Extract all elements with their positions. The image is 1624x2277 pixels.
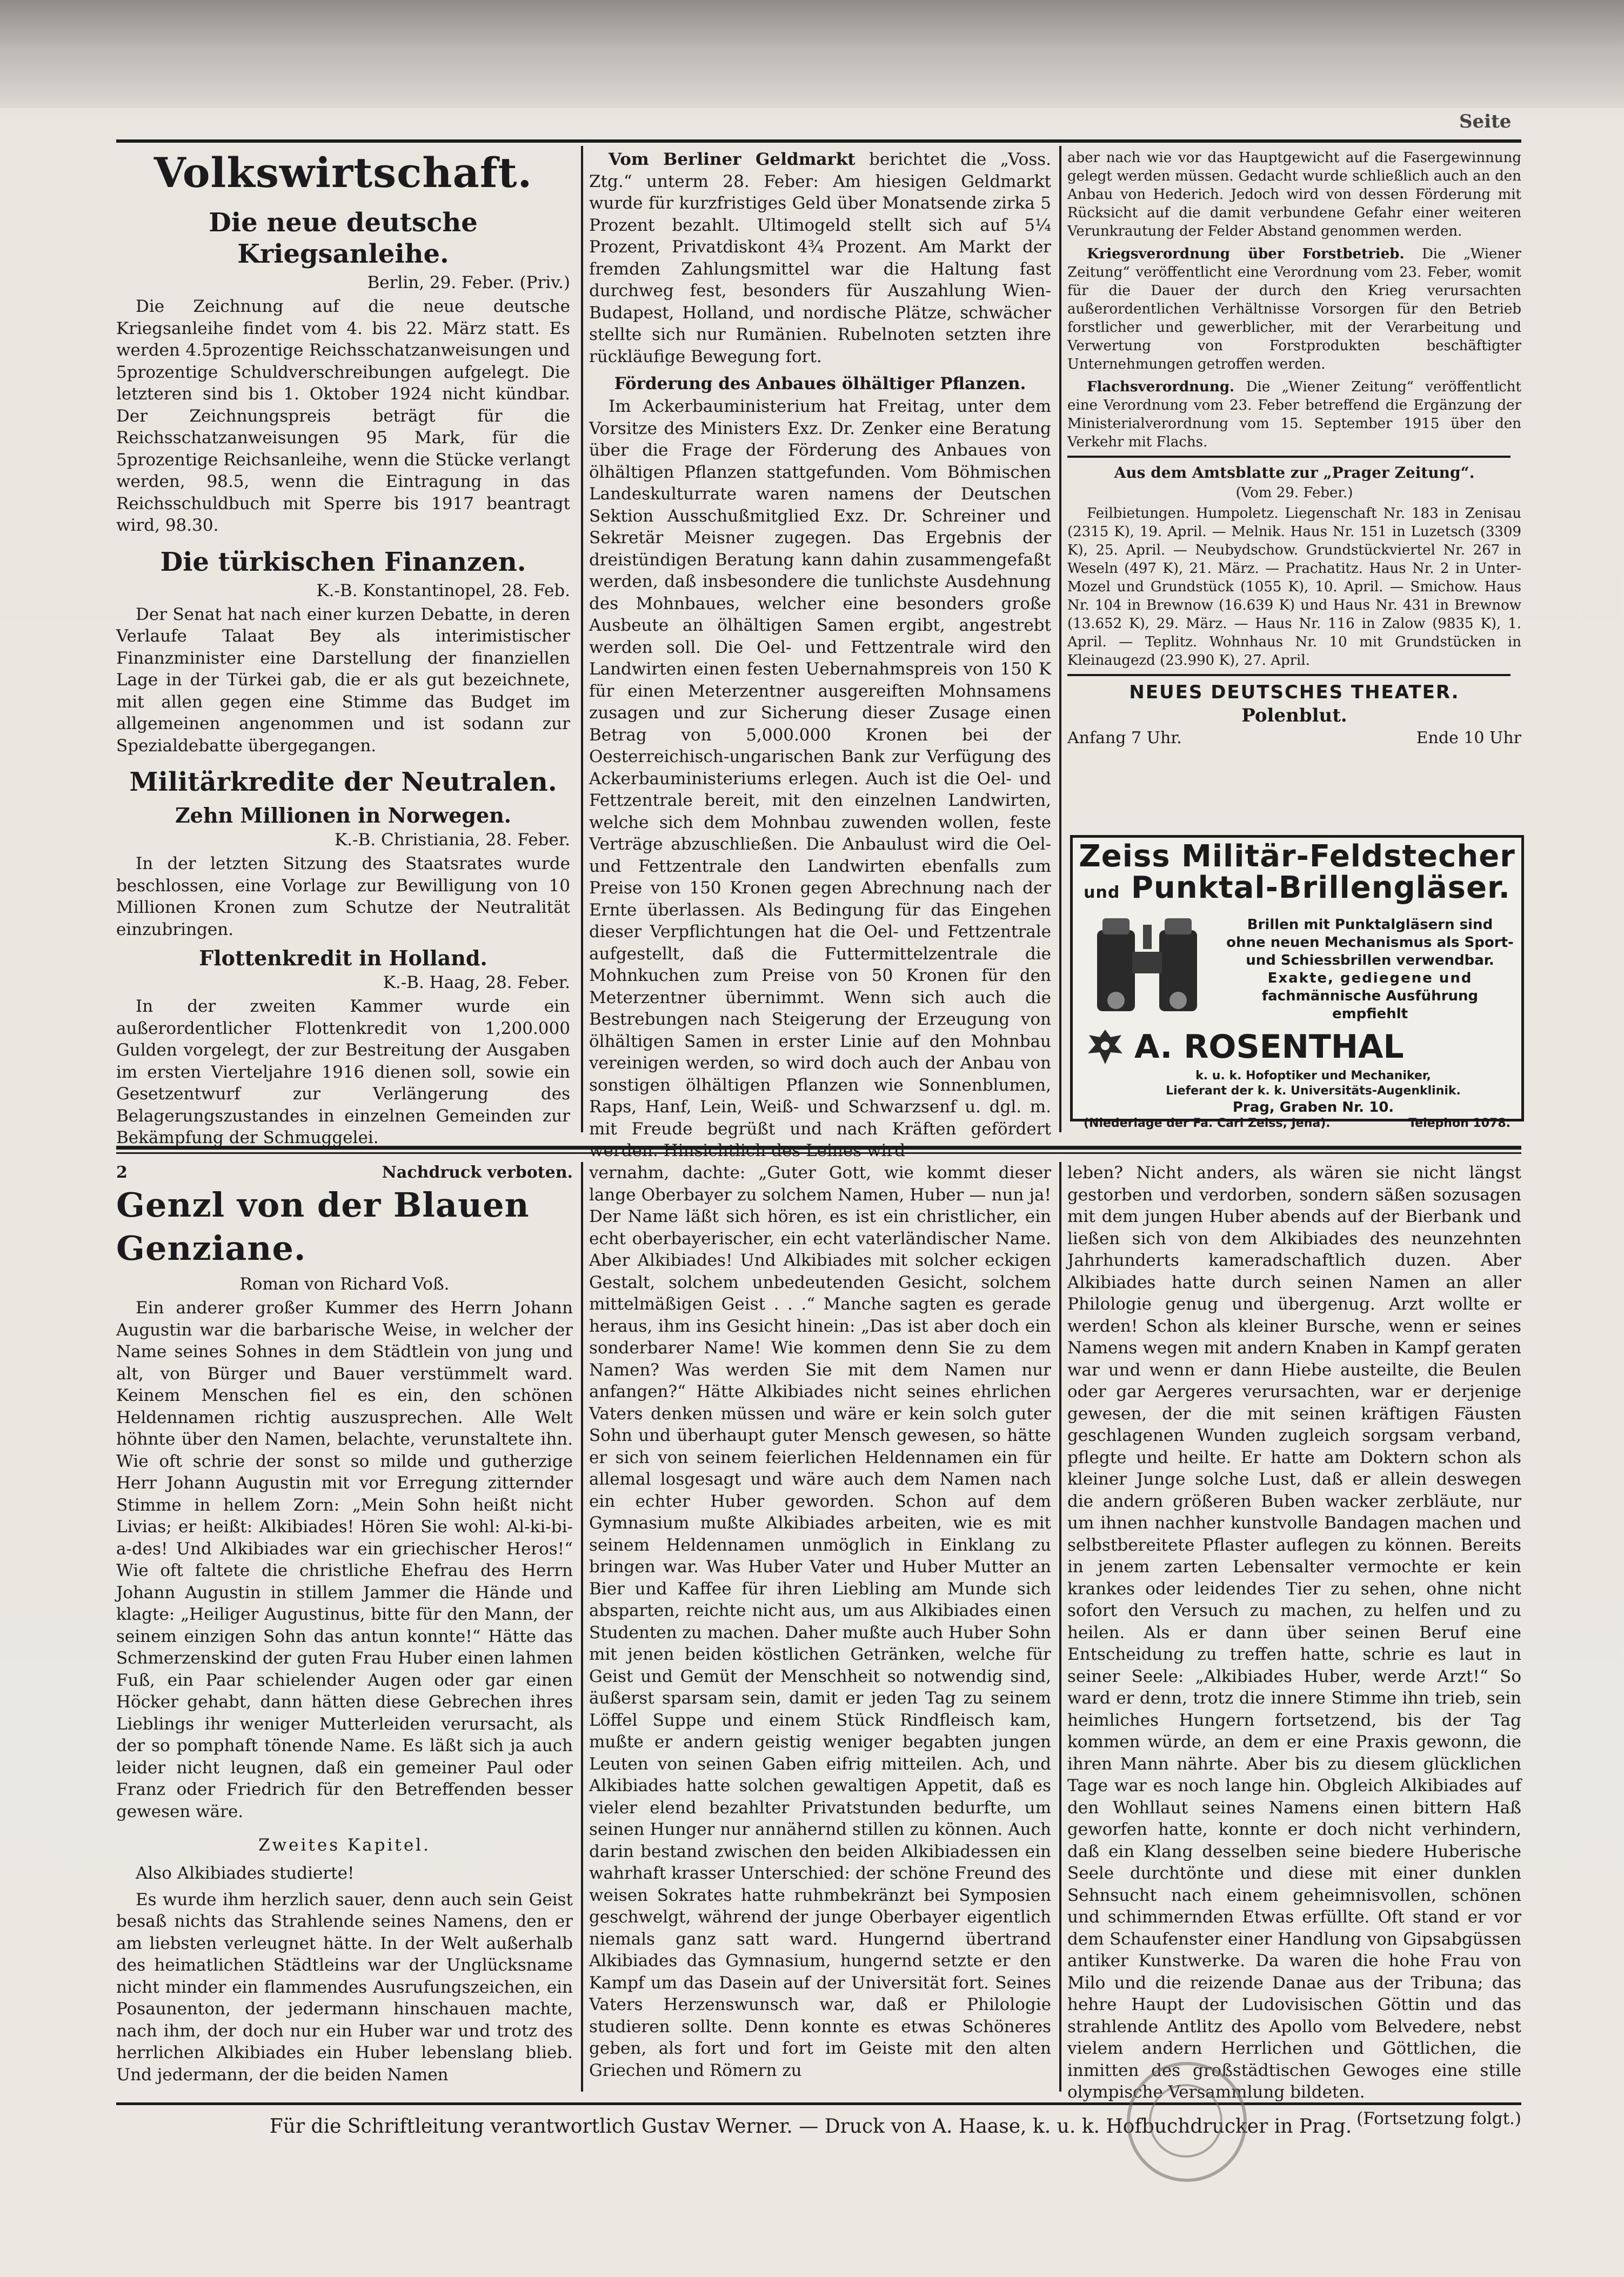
library-stamp-inner <box>1149 2084 1222 2158</box>
dateline-holland: K.-B. Haag, 28. Feber. <box>383 973 570 992</box>
reprint-notice: Nachdruck verboten. <box>382 1163 573 1182</box>
article-text-norway: In der letzten Sitzung des Staatsrates wurde beschlossen, eine Vorlage zur Bewilligung von 10 Millionen Kronen zum Schutze der Neutralität einzubringen. <box>116 854 570 939</box>
forestry-lead: Kriegsverordnung über Forstbetrieb. <box>1087 246 1405 262</box>
novel-text-2: vernahm, dachte: „Guter Gott, wie kommt dieser lange Oberbayer zu solchem Namen, Huber — nun ja! Der Name läßt sich hören, es ist ein christlicher, ein echt oberbayerischer, ein echt vaterländischer Name. Aber Alkibiades! Und Alkibiades mit solcher eckigen Gestalt, solchem unbedeutenden Gesicht, solchem mittelmäßigen Geist . . .“ Manche sagten es gerade heraus, ihm ins Gesicht hinein: „Das ist aber doch ein sonderbarer Name! Wie kommen denn Sie zu dem Namen? Was werden Sie mit dem Namen nur anfangen?“ Hätte Alkibiades nicht seines ehrlichen Vaters denken müssen und wäre er kein solch guter Sohn und überhaupt guter Mensch gewesen, so hätte er sich von seinem feierlichen Heldennamen ein für allemal losgesagt und wäre auch dem Namen nach ein echter Huber geworden. Schon auf dem Gymnasium mußte Alkibiades arbeiten, wie es mit seinem Heldennamen unmöglich in Einklang zu bringen war. Was Huber Vater und Huber Mutter an Bier und Kaffee für ihren Liebling am Munde sich absparten, reichte nicht aus, um aus Alkibiades einen Studenten zu machen. Daher mußte auch Huber Sohn mit jenen beiden köstlichen Getränken, welche für Geist und Gemüt der Menschheit so notwendig sind, äußerst sparsam sein, damit er jeden Tag zu seinem Löffel Suppe und einem Stück Rindfleisch kam, mußte er andern geistig weniger begabten jungen Leuten von seinen Gaben eifrig mitteilen. Ach, und Alkibiades hatte solchen gewaltigen Appetit, daß es vieler elend bezahlter Privatstunden bedurfte, um seinen Hunger nur annähernd stillen zu können. Auch darin bestand zwischen den beiden Alkibiadessen ein wahrhaft krasser Unterschied: der schöne Freund des weisen Sokrates hatte ruhmbekränzt bei Symposien geschwelgt, während der junge Oberbayer eigentlich niemals ganz satt ward. Hungernd übertrand Alkibiades das Gymnasium, hungernd setzte er den Kampf um das Dasein auf der Universität fort. Seines Vaters Herzenswunsch war, daß er Philologie studieren sollte. Denn konnte es etwas Schöneres geben, als fort und fort im Geiste mit den alten Griechen und Römern zu <box>589 1163 1051 2080</box>
ad-firm-name: A. ROSENTHAL <box>1134 1028 1404 1066</box>
ad-text-1: Brillen mit Punktalgläsern sind <box>1247 917 1493 933</box>
to-be-continued: (Fortsetzung folgt.) <box>1356 2108 1521 2128</box>
column-rule-1 <box>581 146 583 1132</box>
ad-headline-binoculars: Zeiss Militär-Feldstecher <box>1079 839 1515 874</box>
article-text-war-loan: Die Zeichnung auf die neue deutsche Kriegsanleihe findet vom 4. bis 22. März statt. Es werden 4.5prozentige Reichsschatzanweisungen und 5prozentige Schuldverschreibungen aufgelegt. Die letzteren sind bis 1. Oktober 1924 nicht kündbar. Der Zeichnungspreis beträgt für die Reichsschatzanweisungen 95 Mark, für die 5prozentige Reichsanleihe, wenn die Stücke verlangt werden, 98.5, wenn die Eintragung in das Reichsschuldbuch mit Sperre bis 1917 beantragt wird, 98.30. <box>116 297 570 535</box>
running-head: Seite <box>1459 111 1512 132</box>
ad-text-4: Exakte, gediegene und <box>1267 970 1473 986</box>
ad-firm-supplier: Lieferant der k. k. Universitäts-Augenklinik. <box>1166 1084 1461 1098</box>
ad-und: und <box>1084 883 1120 902</box>
article-title-turkish-finances: Die türkischen Finanzen. <box>160 546 526 577</box>
novel-text-1b: Es wurde ihm herzlich sauer, denn auch sein Geist besaß nichts das Strahlende seines Namens, den er am liebsten verleugnet hätte. In der Welt außerhalb des heimatlichen Städtleins war der Unglücksname nicht minder ein flammendes Ausrufungszeichen, ein Posaunenton, der jedermann hinschauen machte, nach ihm, der doch nur ein Huber war und trotz des herrlichen Alkibiades ein Huber lebenslang blieb. Und jedermann, der die beiden Namen <box>116 1889 573 2085</box>
article-continuation-flax: aber nach wie vor das Hauptgewicht auf die Fasergewinnung gelegt werden müssen. Gedacht wurde schließlich auch an den Anbau von Hederich. Jedoch wird von dessen Förderung mit Rücksicht auf die damit verbundene Gefahr einer weiteren Verunkrautung der Felder Abstand genommen werden. <box>1067 150 1521 239</box>
library-stamp-icon <box>1127 2062 1247 2182</box>
novel-column-2 <box>589 1162 1051 2097</box>
article-title-military-credits: Militärkredite der Neutralen. <box>129 767 557 797</box>
dateline-turkish-finances: K.-B. Konstantinopel, 28. Feb. <box>316 580 570 600</box>
forestry-text: Die „Wiener Zeitung“ veröffentlicht eine Verordnung vom 23. Feber, womit für die Dauer der durch den Krieg verursachten außerordentlichen Verhältnisse Vorsorgen für den Betrieb forstlicher und gewerblicher, mit der Verarbeitung und Verwertung von Forstprodukten beschäftigter Unternehmungen getroffen werden. <box>1067 246 1521 372</box>
novel-column-3 <box>1067 1162 1521 2128</box>
article-money-market <box>589 149 1051 368</box>
theater-title: NEUES DEUTSCHES THEATER. <box>1129 682 1460 703</box>
novel-column-rule-1 <box>581 1162 583 2092</box>
ad-text-5: fachmännische Ausführung <box>1261 988 1479 1004</box>
ad-phone: Telephon 1078. <box>1408 1117 1511 1130</box>
ad-description <box>1219 914 1521 1023</box>
official-gazette-title: Aus dem Amtsblatte zur „Prager Zeitung“. <box>1114 464 1475 482</box>
imprint-footer: Für die Schriftleitung verantwortlich Gustav Werner. — Druck von A. Haase, k. u. k. Hofbuchdrucker in Prag. <box>269 2115 1352 2138</box>
official-gazette-text: Feilbietungen. Humpoletz. Liegenschaft Nr. 183 in Zenisau (2315 K), 19. April. — Melnik. Haus Nr. 151 in Luzetsch (3309 K), 25. April. — Neubydschow. Grundstückviertel Nr. 267 in Weseln (497 K), 21. März. — Prachatitz. Haus Nr. 2 in Unter-Mozel und Grundstück (1055 K), 10. April. — Smichow. Haus Nr. 104 in Brewnow (16.639 K) und Haus Nr. 431 in Brewnow (13.652 K), 29. März. — Haus Nr. 116 in Zalow (9835 K), 1. April. — Teplitz. Wohnhaus Nr. 10 mit Grundstücken in Kleinaugezd (23.990 K), 27. April. <box>1067 505 1521 669</box>
economy-column <box>116 149 570 1147</box>
ad-niederlage: (Niederlage der Fa. Carl Zeiss, Jena). <box>1084 1117 1331 1130</box>
ad-footer-row <box>1073 1116 1521 1131</box>
money-market-lead: Vom Berliner Geldmarkt <box>609 150 856 169</box>
article-title-oil-plants: Förderung des Anbaues ölhältiger Pflanzen. <box>614 374 1026 393</box>
flax-decree-text: Die „Wiener Zeitung“ veröffentlicht eine Verordnung vom 23. Feber betreffend die Ergänzung der Ministerialverordnung vom 15. September 1915 über den Verkehr mit Flachs. <box>1067 379 1521 450</box>
ad-text-2: ohne neuen Mechanismus als Sport- <box>1226 934 1514 951</box>
binoculars-icon <box>1084 914 1219 1019</box>
right-divider-1 <box>1067 456 1511 458</box>
ad-firm-block <box>1084 1025 1521 1069</box>
ad-body <box>1073 914 1521 1023</box>
flax-decree-lead: Flachsverordnung. <box>1087 379 1235 395</box>
page-number: 2 <box>116 1163 128 1182</box>
dateline-war-loan: Berlin, 29. Feber. (Priv.) <box>367 273 570 292</box>
novel-byline: Roman von Richard Voß. <box>239 1274 450 1294</box>
money-market-text: berichtet die „Voss. Ztg.“ unterm 28. Feber: Am hiesigen Geldmarkt wurde für kurzfristiges Geld über Monatsende zirka 5 Prozent bezahlt. Ultimogeld stellt sich auf 5¼ Prozent, Privatdiskont 4¾ Prozent. Am Markt der fremden Zahlungsmittel war die Haltung fast durchweg fest, besonders für Auszahlung Wien-Budapest, Holland, und nordische Plätze, schwächer stellte sich nur Rumänien. Rubelnoten setzten ihre rückläufige Bewegung fort. <box>589 150 1051 366</box>
ad-headline-lenses-text: Punktal-Brillengläser. <box>1131 870 1511 905</box>
article-subtitle-norway: Zehn Millionen in Norwegen. <box>175 803 512 827</box>
novel-text-3: leben? Nicht anders, als wären sie nicht längst gestorben und verdorben, sondern säßen sozusagen mit dem jungen Huber abends auf der Bierbank und ließen sich von dem Alkibiades des neunzehnten Jahrhunderts kameradschaftlich duzen. Aber Alkibiades hatte durch seinen Namen an aller Philologie genug und übergenug. Arzt wollte er werden! Schon als kleiner Bursche, wenn er seines Namens wegen mit andern Knaben in Kampf geraten war und wenn er dann Hiebe austeilte, die Beulen oder gar Aergeres verursachten, war er derjenige gewesen, der die mit seinen kräftigen Fäusten geschlagenen Wunden zugleich sorgsam verband, pflegte und heilte. Er hatte am Doktern schon als kleiner Junge solche Lust, daß er allein deswegen die andern größeren Buben wacker zerbläute, nur um ihnen nachher kunstvolle Bandagen machen und selbstbereitete Pflaster auflegen zu können. Bereits in jenem zarten Lebensalter vermochte er kein krankes oder leidendes Tier zu sehen, ohne nicht sofort den Versuch zu machen, zu helfen und zu heilen. Als er dann über seinen Beruf eine Entscheidung zu treffen hatte, schrie es laut in seiner Seele: „Alkibiades Huber, werde Arzt!“ So ward er denn, trotz die innere Stimme ihn trieb, sein heimliches Hungern fortsetzend, bis der Tag kommen würde, an dem er eine Praxis gewonn, die ihren Mann nährte. Aber bis zu diesem glücklichen Tage war es noch lange hin. Obgleich Alkibiades auf den Wohllaut seines Namens einen bittern Haß geworfen hatte, konnte er doch nicht verhindern, daß ein Klang desselben seine biedere Huberische Seele durchtönte und diese mit einer dunklen Sehnsucht nach einem geheimnisvollen, schönen und schimmernden Etwas erfüllte. Oft stand er vor dem Schaufenster einer Handlung von Gipsabgüssen antiker Kunstwerke. Da waren die hohe Frau von Milo und die reizende Danae aus der Tribuna; das hehre Haupt der Ludovisischen Göttin und das strahlende Antlitz des Apollo vom Belvedere, nebst vielem andern Herrlichen und Göttlichen, die inmitten des großstädtischen Gewoges eine stille olympische Versammlung bildeten. <box>1067 1163 1521 2102</box>
dateline-norway: K.-B. Christiania, 28. Feber. <box>335 830 570 850</box>
top-rule <box>116 139 1521 143</box>
theater-start: Anfang 7 Uhr. <box>1067 729 1182 747</box>
article-forestry <box>1067 245 1521 373</box>
ad-firm-title: k. u. k. Hofoptiker und Mechaniker, <box>1195 1069 1431 1083</box>
middle-column <box>589 149 1051 1160</box>
right-divider-2 <box>1067 674 1511 676</box>
article-title-war-loan: Die neue deutsche Kriegsanleihe. <box>209 208 478 269</box>
ad-text-3: und Schiessbrillen verwendbar. <box>1246 952 1494 969</box>
official-gazette-date: (Vom 29. Feber.) <box>1235 485 1353 501</box>
article-title-holland: Flottenkredit in Holland. <box>199 946 487 970</box>
theater-times <box>1067 728 1521 749</box>
chapter-heading: Zweites Kapitel. <box>258 1835 431 1855</box>
novel-column-1 <box>116 1162 573 2097</box>
novel-column-rule-2 <box>1059 1162 1061 2092</box>
novel-title: Genzl von der Blauen Genziane. <box>116 1185 530 1268</box>
theater-end: Ende 10 Uhr <box>1416 729 1521 747</box>
novel-header-row <box>116 1162 573 1184</box>
ad-firm-details <box>1105 1069 1521 1116</box>
article-text-holland: In der zweiten Kammer wurde ein außerordentlicher Flottenkredit von 1,200.000 Gulden vorgelegt, der zur Bestreitung der Ausgaben im ersten Vierteljahre 1916 dienen soll, sowie ein Gesetzentwurf zur Verlängerung des Belagerungszustandes in einzelnen Gemeinden zur Bekämpfung der Schmuggelei. <box>116 997 570 1147</box>
eagle-crest-icon <box>1084 1025 1127 1069</box>
zeiss-advertisement <box>1070 835 1524 1130</box>
ad-firm-address: Prag, Graben Nr. 10. <box>1232 1099 1394 1116</box>
novel-text-1: Ein anderer großer Kummer des Herrn Johann Augustin war die barbarische Weise, in welcher der Name seines Sohnes in dem Städtlein von jung und alt, von Bürger und Bauer verstümmelt ward. Keinem Menschen fiel es ein, den schönen Heldennamen richtig auszusprechen. Alle Welt höhnte über den Namen, belachte, verunstaltete ihn. Wie oft schrie der sonst so milde und gutherzige Herr Johann Augustin mit vor Erregung zitternder Stimme in hellem Zorn: „Mein Sohn heißt nicht Livias; er heißt: Alkibiades! Hören Sie wohl: Al-ki-bi-a-des! Und Alkibiades war ein griechischer Heros!“ Wie oft faltete die christliche Ehefrau des Herrn Johann Augustin in stillem Jammer die Hände und klagte: „Heiliger Augustinus, bitte für den Mann, der seinem einzigen Sohn das antun konnte!“ Hätte das Schmerzenskind der guten Frau Huber einen lahmen Fuß, ein Paar schielender Augen oder gar einen Höcker gehabt, dann hätten diese Gebrechen ihres Lieblings ihr weniger Mutterleiden verursacht, als der so pomphaft tönende Name. Es läßt sich ja auch leider nicht leugnen, daß ein gemeiner Paul oder Franz oder Friedrich für den Betreffenden besser gewesen wäre. <box>116 1298 573 1821</box>
scan-shadow-band <box>0 0 1624 108</box>
theater-play: Polenblut. <box>1241 705 1347 726</box>
article-text-turkish-finances: Der Senat hat nach einer kurzen Debatte, in deren Verlaufe Talaat Bey als interimistischer Finanzminister eine Darstellung der finanziellen Lage in der Türkei gab, die er als gut bezeichnete, mit allen gegen eine Stimme das Budget im allgemeinen angenommen und ist sodann zur Spezialdebatte übergegangen. <box>116 604 570 756</box>
ad-headline-lenses <box>1073 871 1521 910</box>
ad-text-6: empfiehlt <box>1332 1006 1408 1022</box>
article-flax-decree <box>1067 378 1521 451</box>
chapter-lead: Also Alkibiades studierte! <box>136 1864 355 1883</box>
column-rule-2 <box>1059 146 1061 1132</box>
article-text-oil-plants: Im Ackerbauministerium hat Freitag, unter dem Vorsitze des Ministers Exz. Dr. Zenker eine Beratung über die Frage der Förderung des Anbaues von ölhältigen Pflanzen stattgefunden. Vom Böhmischen Landeskulturrate waren namens der Deutschen Sektion Ausschußmitglied Exz. Dr. Schreiner und Sekretär Meisner zugegen. Das Ergebnis der dreistündigen Beratung kann dahin zusammengefaßt werden, daß insbesondere die tunlichste Ausdehnung des Mohnbaues, welcher eine besonders große Ausbeute an ölhältigen Samen ergibt, angestrebt werden soll. Die Oel- und Fettzentrale wird den Landwirten einen festen Uebernahmspreis von 150 K für einen Meterzentner ausgereiften Mohnsamens zusagen und zur Sicherung dieser Zusage einen Betrag von 5,000.000 Kronen bei der Oesterreichisch-ungarischen Bank zur Verfügung des Ackerbauministeriums erlegen. Auch ist die Oel- und Fettzentrale bereit, mit den einzelnen Landwirten, welche sich dem Mohnbau zuwenden wollen, feste Verträge abzuschließen. Die Anbaulust wird die Oel- und Fettzentrale den Landwirten ebenfalls zum Preise von 150 Kronen gegen Abrechnung nach der Ernte überlassen. Als Bedingung für das Eingehen dieser Verpflichtungen hat die Oel- und Fettzentrale aufgestellt, daß die Futtermittelzentrale die Mohnkuchen zum Preise von 50 Kronen für den Meterzentner übernimmt. Wenn sich auch die Bestrebungen nach Steigerung der Erzeugung von ölhältigen Samen in erster Linie auf den Mohnbau vereinigen werden, so wird doch auch der Anbau von sonstigen ölhältigen Pflanzen wie Sonnenblumen, Raps, Hanf, Lein, Weiß- und Schwarzsenf u. dgl. m. mit Freude begrüßt und nach Kräften gefördert werden. Hinsichtlich des Leines wird <box>589 397 1051 1160</box>
section-title: Volkswirtschaft. <box>153 149 533 197</box>
